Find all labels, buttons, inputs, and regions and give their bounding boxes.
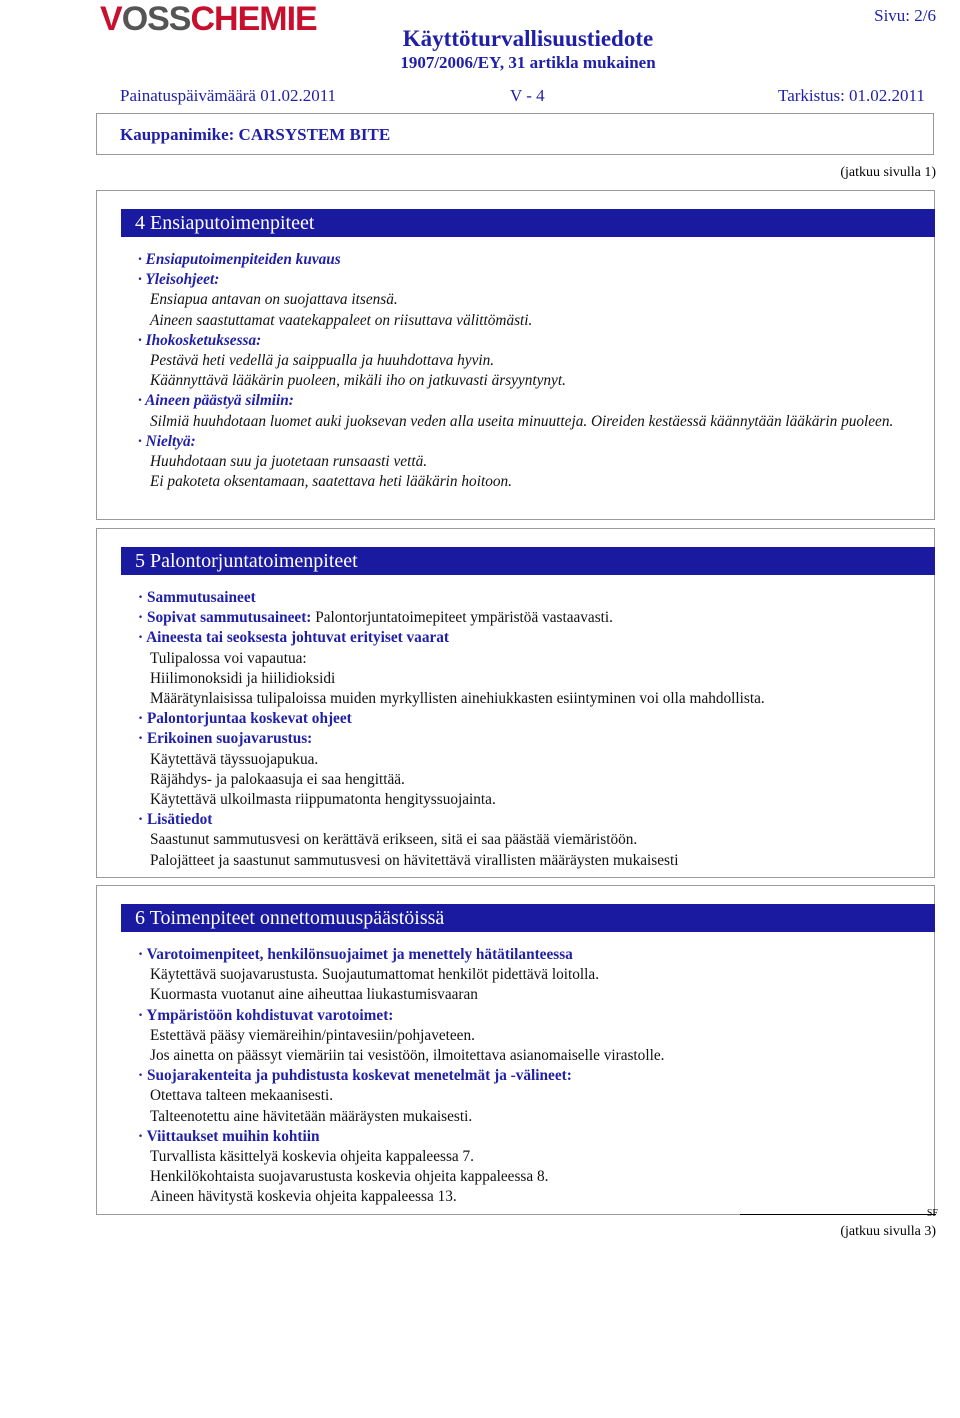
body-text: Huuhdotaan suu ja juotetaan runsaasti vettä. — [150, 453, 428, 471]
company-logo: VOSSCHEMIE — [100, 0, 317, 38]
body-text: Aineen hävitystä koskevia ohjeita kappaleessa 13. — [150, 1188, 457, 1206]
subheading — [138, 250, 936, 270]
body-text: Tulipalossa voi vapautua: — [150, 649, 307, 667]
subheading-text: Sammutusaineet — [146, 589, 256, 606]
subheading-text: Palontorjuntaa koskevat ohjeet — [146, 710, 352, 728]
subheading — [138, 729, 936, 749]
line-label: Sopivat sammutusaineet: — [146, 609, 312, 627]
subheading-text: Ensiaputoimenpiteiden kuvaus — [145, 251, 341, 268]
bullet-dot: · — [138, 1006, 147, 1024]
body-text: Ei pakoteta oksentamaan, saatettava heti lääkärin hoitoon. — [150, 473, 512, 491]
bullet-dot: · — [138, 271, 146, 289]
body-text: Henkilökohtaista suojavarustusta koskevia ohjeita kappaleessa 8. — [150, 1168, 549, 1186]
body-text: Käytettävä suojavarustusta. Suojautumattomat henkilöt pidettävä loitolla. — [150, 966, 600, 984]
body-text: Hiilimonoksidi ja hiilidioksidi — [150, 669, 336, 687]
bullet-dot: · — [138, 589, 147, 606]
body-text: Palojätteet ja saastunut sammutusvesi on hävitettävä virallisten määräysten mukaisesti — [150, 851, 679, 869]
line-text: Palontorjuntatoimepiteet ympäristöä vastaavasti. — [311, 609, 614, 627]
bullet-dot: · — [138, 811, 147, 829]
body-text: Jos ainetta on päässyt viemäriin tai vesistöön, ilmoitettava asianomaiselle virastolle. — [150, 1047, 665, 1065]
subheading — [138, 1127, 936, 1147]
revision-date: Tarkistus: 01.02.2011 — [778, 86, 925, 105]
subheading-text: Aineesta tai seoksesta johtuvat erityiset vaarat — [146, 629, 449, 647]
bullet-dot: · — [138, 432, 146, 450]
continued-to-note: (jatkuu sivulla 3) — [840, 1224, 936, 1239]
subheading-text: Aineen päästyä silmiin: — [145, 392, 294, 410]
continued-from-note: (jatkuu sivulla 1) — [840, 165, 936, 180]
section-5-title: 5 Palontorjuntatoimenpiteet — [121, 547, 935, 575]
section-4-title: 4 Ensiaputoimenpiteet — [121, 209, 935, 237]
section-4-content — [138, 250, 936, 492]
subheading — [138, 588, 936, 608]
subheading — [138, 270, 936, 290]
subheading — [138, 1066, 936, 1086]
body-text: Räjähdys- ja palokaasuja ei saa hengittää. — [150, 770, 405, 788]
print-date: Painatuspäivämäärä 01.02.2011 — [120, 86, 337, 105]
bullet-dot: · — [138, 710, 147, 728]
bullet-dot: · — [138, 1067, 147, 1085]
body-text: Silmiä huuhdotaan luomet auki juoksevan veden alla useita minuutteja. Oireiden kestäessä käännytään lääkärin puoleen. — [150, 412, 894, 430]
page-number: Sivu: 2/6 — [874, 6, 936, 25]
subheading — [138, 1006, 936, 1026]
trade-name: Kauppanimike: CARSYSTEM BITE — [120, 125, 391, 144]
body-text: Otettava talteen mekaanisesti. — [150, 1087, 334, 1105]
body-text: Käytettävä täyssuojapukua. — [150, 750, 319, 768]
subheading — [138, 391, 936, 411]
subheading — [138, 709, 936, 729]
footer-code: SF — [926, 1208, 938, 1219]
subheading-text: Varotoimenpiteet, henkilönsuojaimet ja menettely hätätilanteessa — [146, 946, 573, 963]
document-subtitle: 1907/2006/EY, 31 artikla mukainen — [400, 53, 656, 72]
section-6-content — [138, 945, 936, 1208]
body-text: Käännyttävä lääkärin puoleen, mikäli iho on jatkuvasti ärsyyntynyt. — [150, 372, 566, 390]
version: V - 4 — [510, 86, 545, 105]
subheading-text: Ihokosketuksessa: — [145, 331, 262, 349]
labeled-line — [138, 608, 936, 628]
document-title: Käyttöturvallisuustiedote — [402, 26, 654, 51]
body-text: Saastunut sammutusvesi on kerättävä erikseen, sitä ei saa päästää viemäristöön. — [150, 831, 638, 849]
subheading — [138, 331, 936, 351]
bullet-dot: · — [138, 392, 146, 410]
body-text: Pestävä heti vedellä ja saippualla ja huuhdottava hyvin. — [150, 352, 495, 370]
subheading-text: Ympäristöön kohdistuvat varotoimet: — [146, 1006, 394, 1024]
subheading-text: Yleisohjeet: — [145, 271, 220, 289]
bullet-dot: · — [138, 946, 147, 963]
subheading — [138, 945, 936, 965]
body-text: Estettävä pääsy viemäreihin/pintavesiin/pohjaveteen. — [150, 1026, 475, 1044]
subheading — [138, 628, 936, 648]
bullet-dot: · — [138, 730, 147, 748]
bullet-dot: · — [138, 1127, 147, 1145]
bullet-dot: · — [138, 251, 146, 268]
bullet-dot: · — [138, 629, 147, 647]
subheading-text: Erikoinen suojavarustus: — [146, 730, 313, 748]
section-5-content — [138, 588, 936, 871]
subheading-text: Suojarakenteita ja puhdistusta koskevat menetelmät ja -välineet: — [146, 1067, 572, 1085]
body-text: Käytettävä ulkoilmasta riippumatonta hengityssuojainta. — [150, 791, 496, 809]
footer-divider — [740, 1214, 936, 1215]
body-text: Määrätynlaisissa tulipaloissa muiden myrkyllisten ainehiukkasten esiintyminen voi olla mahdollista. — [150, 690, 765, 708]
subheading-text: Lisätiedot — [146, 811, 213, 829]
bullet-dot: · — [138, 331, 146, 349]
subheading — [138, 432, 936, 452]
bullet-dot: · — [138, 609, 147, 627]
body-text: Aineen saastuttamat vaatekappaleet on riisuttava välittömästi. — [150, 311, 533, 329]
body-text: Turvallista käsittelyä koskevia ohjeita kappaleessa 7. — [150, 1148, 474, 1166]
subheading-text: Nieltyä: — [145, 432, 196, 450]
body-text: Kuormasta vuotanut aine aiheuttaa liukastumisvaaran — [150, 986, 478, 1004]
section-6-title: 6 Toimenpiteet onnettomuuspäästöissä — [121, 904, 935, 932]
subheading — [138, 810, 936, 830]
body-text: Talteenotettu aine hävitetään määräysten mukaisesti. — [150, 1107, 473, 1125]
subheading-text: Viittaukset muihin kohtiin — [146, 1127, 320, 1145]
body-text: Ensiapua antavan on suojattava itsensä. — [150, 291, 398, 309]
